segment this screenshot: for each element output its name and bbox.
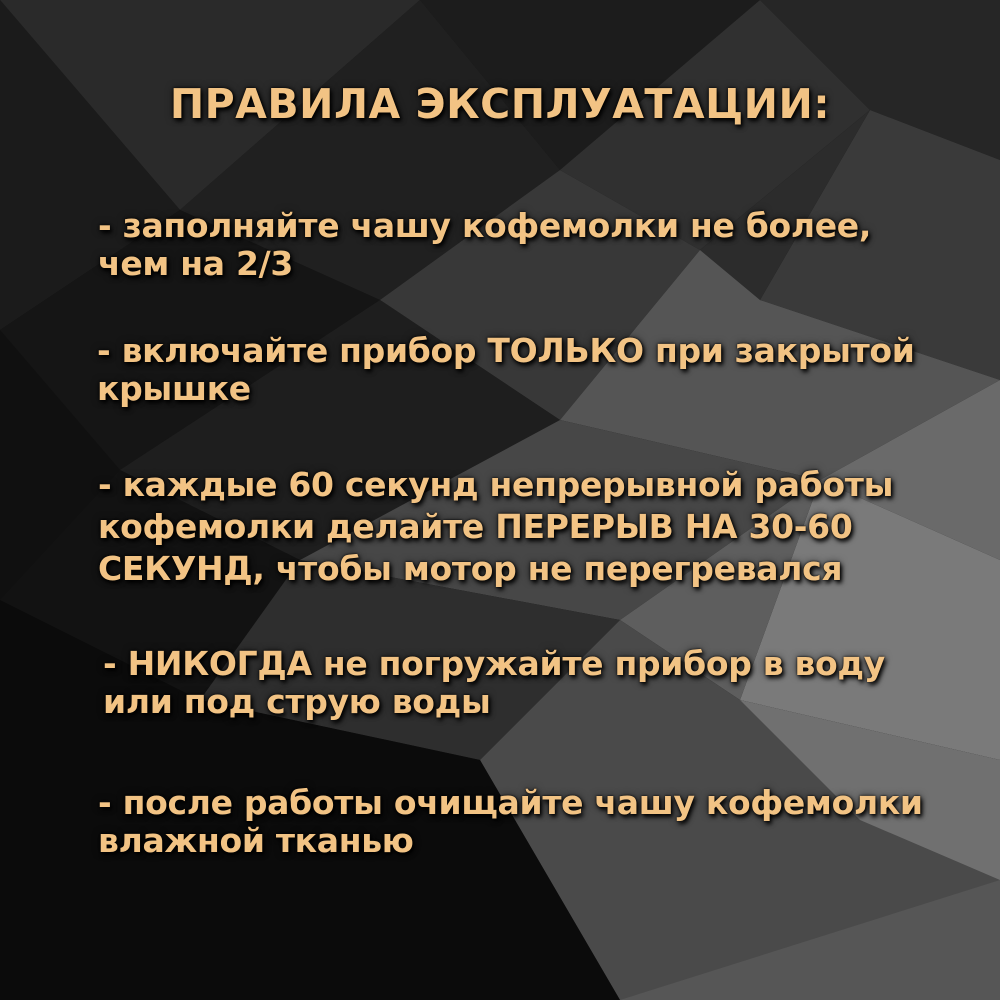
page-title: ПРАВИЛА ЭКСПЛУАТАЦИИ: — [169, 80, 831, 128]
rule-line: чем на 2/3 — [98, 244, 294, 283]
rule-line: - НИКОГДА не погружайте прибор в воду — [103, 644, 885, 683]
rule-item-4 — [103, 645, 885, 721]
rule-item-2 — [97, 332, 915, 408]
rule-item-1 — [98, 207, 871, 283]
rule-line: - после работы очищайте чашу кофемолки — [98, 783, 923, 822]
rule-line: - заполняйте чашу кофемолки не более, — [98, 206, 872, 245]
rule-item-5 — [98, 784, 923, 860]
rule-line: крышке — [97, 369, 251, 408]
rule-line: или под струю воды — [103, 682, 491, 721]
rule-line: кофемолки делайте ПЕРЕРЫВ НА 30-60 — [98, 507, 853, 546]
rule-line: - каждые 60 секунд непрерывной работы — [98, 465, 894, 504]
rule-item-3 — [98, 464, 893, 590]
rule-line: СЕКУНД, чтобы мотор не перегревался — [98, 549, 843, 588]
rule-line: - включайте прибор ТОЛЬКО при закрытой — [97, 331, 915, 370]
rule-line: влажной тканью — [98, 821, 414, 860]
